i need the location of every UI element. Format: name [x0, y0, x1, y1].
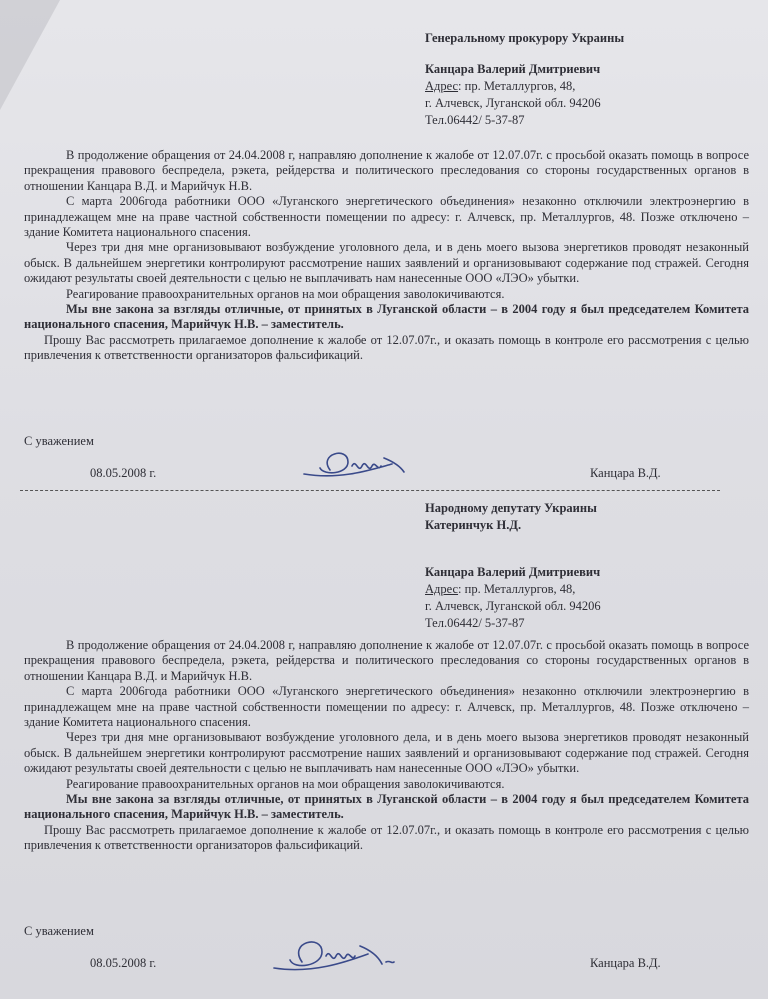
- sender-city: г. Алчевск, Луганской обл. 94206: [425, 96, 601, 110]
- paragraph-bold: Мы вне закона за взгляды отличные, от принятых в Луганской области – в 2004 году я был председателем Комитета национального спасения, Марийчук Н.В. – заместитель.: [24, 792, 749, 822]
- signature-image: [300, 440, 430, 488]
- page-fold-shadow: [0, 0, 60, 110]
- paragraph: Реагирование правоохранительных органов на мои обращения заволокичиваются.: [66, 776, 505, 791]
- paragraph: Прошу Вас рассмотреть прилагаемое дополнение к жалобе от 12.07.07г., и оказать помощь в контроле его рассмотрения с целью привлечения к ответственности организаторов фальсификаций.: [24, 332, 749, 363]
- address-label: Адрес: [425, 79, 459, 93]
- sender-name: Канцара Валерий Дмитриевич: [425, 62, 601, 76]
- separator-line: [20, 490, 720, 491]
- sender-address: Адрес: пр. Металлургов, 48,: [425, 582, 576, 596]
- address-block: [425, 30, 755, 129]
- paragraph: В продолжение обращения от 24.04.2008 г, направляю дополнение к жалобе от 12.07.07г. с просьбой оказать помощь в вопросе прекращения правового беспредела, рэкета, рейдерства и политического преследования со стороны государственных органов в отношении Канцара В.Д. и Марийчук Н.В.: [24, 148, 749, 193]
- letter-body: [24, 148, 749, 364]
- signer-name: Канцара В.Д.: [590, 956, 661, 970]
- letter-date: 08.05.2008 г.: [90, 956, 157, 970]
- paragraph-bold: Мы вне закона за взгляды отличные, от принятых в Луганской области – в 2004 году я был председателем Комитета национального спасения, Марийчук Н.В. – заместитель.: [24, 302, 749, 332]
- paragraph: Реагирование правоохранительных органов на мои обращения заволокичиваются.: [66, 286, 505, 301]
- sender-phone: Тел.06442/ 5-37-87: [425, 616, 525, 630]
- paragraph: С марта 2006года работники ООО «Луганского энергетического объединения» незаконно отключили электроэнергию в принадлежащем мне на праве частной собственности помещении по адресу: г. Алчевск, пр. Металлургов, 48. Позже отключено – здание Комитета национального спасения.: [24, 194, 749, 240]
- sender-phone: Тел.06442/ 5-37-87: [425, 113, 525, 127]
- address-label: Адрес: [425, 582, 459, 596]
- signer-name: Канцара В.Д.: [590, 466, 661, 480]
- closing-regards: С уважением: [24, 434, 94, 448]
- signature-image: [268, 926, 408, 982]
- sender-city: г. Алчевск, Луганской обл. 94206: [425, 599, 601, 613]
- paragraph: С марта 2006года работники ООО «Луганского энергетического объединения» незаконно отключили электроэнергию в принадлежащем мне на праве частной собственности помещении по адресу: г. Алчевск, пр. Металлургов, 48. Позже отключено – здание Комитета национального спасения.: [24, 684, 749, 730]
- recipient-line: Народному депутату Украины: [425, 501, 597, 515]
- paragraph: Прошу Вас рассмотреть прилагаемое дополнение к жалобе от 12.07.07г., и оказать помощь в контроле его рассмотрения с целью привлечения к ответственности организаторов фальсификаций.: [24, 822, 749, 853]
- paragraph: Через три дня мне организовывают возбуждение уголовного дела, и в день моего вызова энергетиков проводят незаконный обыск. В дальнейшем энергетики контролируют рассмотрение наших заявлений и организовывают содержание под стражей. Сегодня ожидают результаты своей деятельности с целью не выплачивать нам нанесенные ООО «ЛЭО» убытки.: [24, 730, 749, 776]
- closing-regards: С уважением: [24, 924, 94, 938]
- paragraph: В продолжение обращения от 24.04.2008 г, направляю дополнение к жалобе от 12.07.07г. с просьбой оказать помощь в вопросе прекращения правового беспредела, рэкета, рейдерства и политического преследования со стороны государственных органов в отношении Канцара В.Д. и Марийчук Н.В.: [24, 638, 749, 683]
- address-block: [425, 500, 755, 632]
- paragraph: Через три дня мне организовывают возбуждение уголовного дела, и в день моего вызова энергетиков проводят незаконный обыск. В дальнейшем энергетики контролируют рассмотрение наших заявлений и организовывают содержание под стражей. Сегодня ожидают результаты своей деятельности с целью не выплачивать нам нанесенные ООО «ЛЭО» убытки.: [24, 240, 749, 286]
- letter-date: 08.05.2008 г.: [90, 466, 157, 480]
- recipient-line: Катеринчук Н.Д.: [425, 518, 522, 532]
- recipient-line: Генеральному прокурору Украины: [425, 31, 625, 45]
- letter-body: [24, 638, 749, 854]
- sender-address: Адрес: пр. Металлургов, 48,: [425, 79, 576, 93]
- sender-name: Канцара Валерий Дмитриевич: [425, 565, 601, 579]
